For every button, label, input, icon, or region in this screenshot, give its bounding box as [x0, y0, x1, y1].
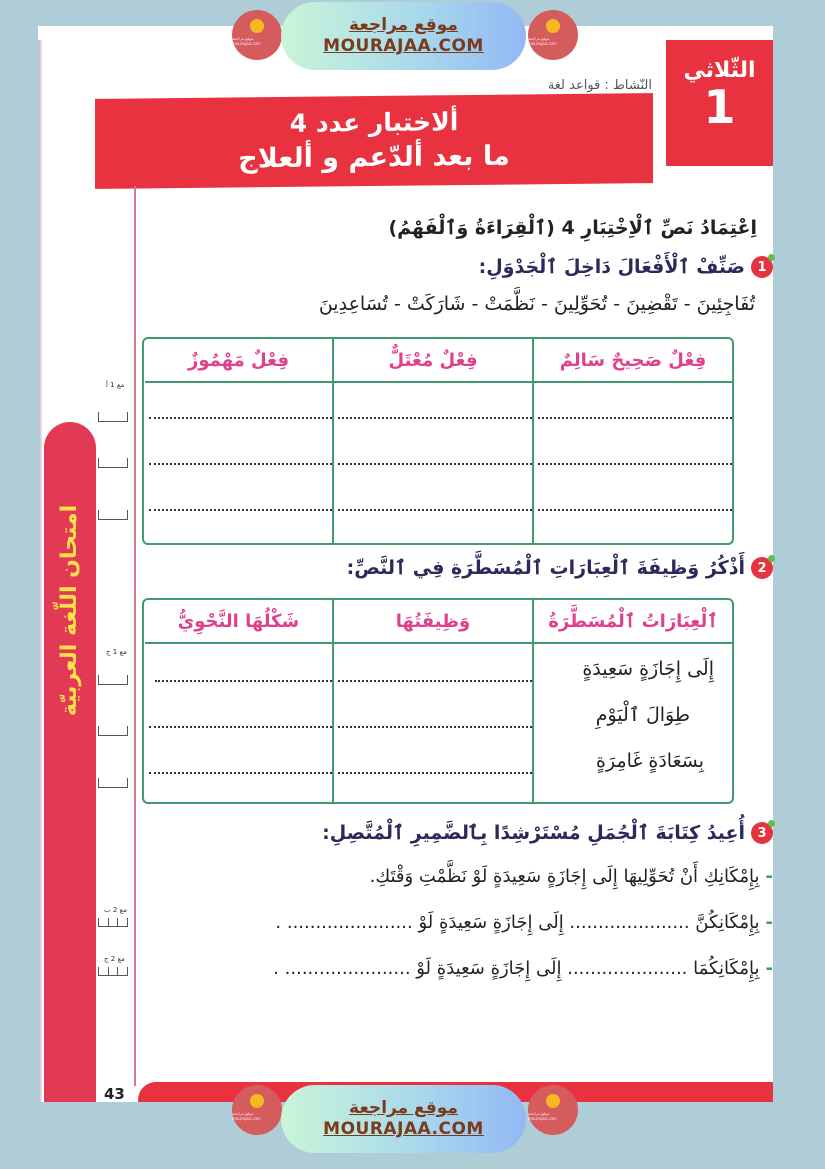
page-edge	[38, 40, 42, 1102]
phrase-function-table	[142, 598, 734, 804]
badge-text: موقع مراجعة mourajaa.com	[528, 1110, 557, 1121]
score-label-1c: مع 1 ج	[106, 648, 127, 656]
score-cells[interactable]	[98, 967, 128, 976]
score-label-2b: مع 2 ب	[104, 906, 127, 914]
exercise-number-badge: 2	[751, 557, 773, 579]
book-icon	[546, 1094, 560, 1108]
book-icon	[250, 19, 264, 33]
trimester-number: 1	[703, 80, 736, 134]
verb-list: تُفَاجِئِينَ - تَقْضِينَ - تُحَوِّلِينَ - نَظَّمَتْ - شَارَكَتْ - تُسَاعِدِينَ	[318, 293, 755, 315]
column-header: وَظِيفَتُهَا	[334, 600, 532, 644]
activity-label: النّشاط : قواعد لغة	[547, 78, 652, 93]
watermark-top	[0, 0, 825, 75]
test-subtitle: ما بعد ألدّعم و ألعلاج	[238, 140, 510, 175]
watermark-badge-left[interactable]	[232, 10, 282, 60]
column-header: ٱلْعِبَارَاتُ ٱلْمُسَطَّرَةُ	[534, 600, 732, 644]
bullet-dash: -	[765, 958, 773, 979]
score-box[interactable]	[98, 675, 128, 685]
intro-instruction: اِعْتِمَادُ نَصِّ ٱلْاِخْتِبَارِ 4 (ٱلْقِرَاءَةُ وَٱلْفَهْمُ)	[388, 217, 757, 239]
exercise-number-badge: 3	[751, 822, 773, 844]
underlined-phrase: طِوَالَ ٱلْيَوْمِ	[595, 704, 690, 726]
exercise-2-text: أَذْكُرُ وَظِيفَةَ ٱلْعِبَارَاتِ ٱلْمُسَطَّرَةِ فِي ٱلنَّصِّ:	[346, 557, 745, 579]
watermark-arabic: موقع مراجعة	[349, 1098, 458, 1118]
verb-classification-table	[142, 337, 734, 545]
phrase-cell	[534, 644, 732, 802]
bullet-dash: -	[765, 912, 773, 933]
exercise-number-badge: 1	[751, 256, 773, 278]
book-icon	[546, 19, 560, 33]
score-box[interactable]	[98, 510, 128, 520]
watermark-arabic: موقع مراجعة	[349, 15, 458, 35]
watermark-badge-left[interactable]	[232, 1085, 282, 1135]
column-header: فِعْلٌ صَحِيحٌ سَالِمٌ	[534, 339, 732, 383]
exercise-1-prompt	[479, 256, 773, 278]
score-box[interactable]	[98, 726, 128, 736]
table-column	[145, 600, 332, 802]
sentence-text: بِإِمْكَانِكُنَّ ..................... إِلَى إِجَازَةٍ سَعِيدَةٍ لَوْ ...................... .	[275, 912, 760, 933]
page-number: 43	[104, 1085, 125, 1103]
answer-cell[interactable]	[145, 383, 332, 543]
score-box[interactable]	[98, 458, 128, 468]
column-header: فِعْلٌ مَهْمُوزٌ	[145, 339, 332, 383]
table-column	[532, 339, 732, 543]
watermark-bottom	[0, 1085, 825, 1160]
score-cells[interactable]	[98, 918, 128, 927]
rewrite-sentence[interactable]	[275, 912, 773, 933]
answer-cell[interactable]	[334, 383, 532, 543]
rewrite-sentence[interactable]	[273, 958, 773, 979]
badge-text: موقع مراجعة mourajaa.com	[232, 1110, 261, 1121]
side-tab-label-wrap	[44, 480, 96, 740]
score-box[interactable]	[98, 778, 128, 788]
badge-text: موقع مراجعة mourajaa.com	[232, 35, 261, 46]
watermark-english: MOURAJAA.COM	[323, 36, 484, 56]
watermark-badge-right[interactable]	[528, 10, 578, 60]
sentence-text: بِإِمْكَانِكُمَا ..................... إِلَى إِجَازَةٍ سَعِيدَةٍ لَوْ ...................... .	[273, 958, 760, 979]
underlined-phrase: بِسَعَادَةٍ غَامِرَةٍ	[596, 750, 704, 772]
table-column	[332, 600, 532, 802]
answer-cell[interactable]	[534, 383, 732, 543]
test-title-banner	[95, 93, 653, 189]
table-column	[145, 339, 332, 543]
score-box[interactable]	[98, 412, 128, 422]
badge-text: موقع مراجعة mourajaa.com	[528, 35, 557, 46]
score-label-1a: مع 1 أ	[106, 381, 125, 389]
answer-cell[interactable]	[334, 644, 532, 802]
column-header: فِعْلٌ مُعْتَلٌّ	[334, 339, 532, 383]
column-header: شَكْلُهَا النَّحْوِيُّ	[145, 600, 332, 644]
rewrite-sentence	[370, 866, 773, 887]
underlined-phrase: إِلَى إِجَازَةٍ سَعِيدَةٍ	[582, 658, 714, 680]
exercise-1-text: صَنِّفْ ٱلْأَفْعَالَ دَاخِلَ ٱلْجَدْوَلِ:	[478, 256, 745, 278]
score-label-2c: مع 2 ج	[104, 955, 125, 963]
table-column	[332, 339, 532, 543]
watermark-english: MOURAJAA.COM	[323, 1119, 484, 1139]
sentence-text: بِإِمْكَانِكِ أَنْ تُحَوِّلِيهَا إِلَى إِجَازَةٍ سَعِيدَةٍ لَوْ نَظَّمْتِ وَقْتَكِ.	[369, 866, 760, 887]
answer-cell[interactable]	[145, 644, 332, 802]
table-column	[532, 600, 732, 802]
exercise-3-prompt	[322, 822, 773, 844]
side-tab-label: امتحان اللّغة العربيّة	[57, 504, 83, 716]
book-icon	[250, 1094, 264, 1108]
exercise-3-text: أُعِيدُ كِتَابَةَ ٱلْجُمَلِ مُسْتَرْشِدًا بِٱلضَّمِيرِ ٱلْمُتَّصِلِ:	[322, 822, 745, 844]
bullet-dash: -	[765, 866, 773, 887]
test-title: ألاختبار عدد 4	[289, 107, 459, 138]
exercise-2-prompt	[347, 557, 773, 579]
margin-divider	[134, 186, 136, 1086]
trimester-label: الثّلاثي	[683, 58, 756, 83]
watermark-link[interactable]	[281, 2, 526, 70]
watermark-link[interactable]	[281, 1085, 526, 1153]
watermark-badge-right[interactable]	[528, 1085, 578, 1135]
